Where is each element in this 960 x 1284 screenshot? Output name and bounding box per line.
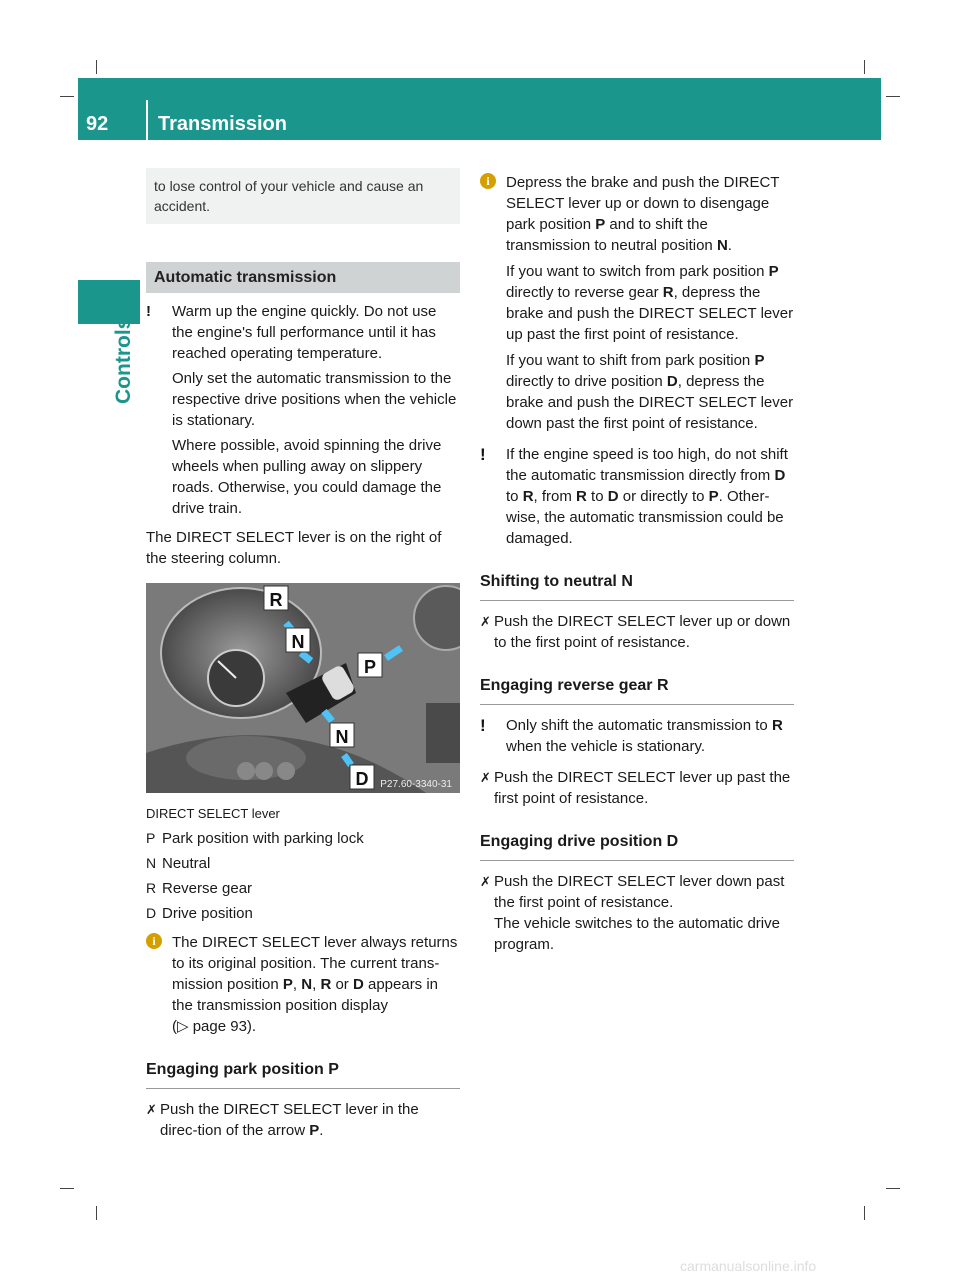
- crop-mark: [96, 60, 97, 74]
- step-arrow-icon: ✗: [146, 1102, 157, 1117]
- step-neutral: ✗ Push the DIRECT SELECT lever up or down to the first point of resistance.: [480, 613, 791, 651]
- legend-text: Drive position: [162, 905, 253, 922]
- heading-neutral: Shifting to neutral N: [480, 571, 794, 601]
- step-arrow-icon: ✗: [480, 614, 491, 629]
- crop-mark: [886, 96, 900, 97]
- watermark: carmanualsonline.info: [680, 1258, 817, 1274]
- crop-mark: [96, 1206, 97, 1220]
- warn-note: ! Only shift the automatic transmission to R when the vehicle is stationary.: [480, 716, 783, 755]
- legend-item: [146, 903, 460, 924]
- drive-note: The vehicle switches to the automatic drive program.: [494, 915, 780, 953]
- warning-text: to lose control of your vehicle and cause an accident.: [154, 178, 424, 214]
- warning-box: [146, 168, 460, 224]
- info-icon: i: [480, 173, 496, 189]
- crop-mark: [60, 96, 74, 97]
- figure-code: P27.60-3340-31: [380, 779, 452, 790]
- crop-mark: [864, 1206, 865, 1220]
- legend-item: [146, 828, 460, 849]
- page-number: 92: [86, 113, 109, 135]
- step-arrow-icon: ✗: [480, 770, 491, 785]
- figure-label-n-bottom: N: [335, 727, 349, 747]
- figure-label-p: P: [363, 657, 377, 677]
- figure-label-r: R: [269, 590, 283, 610]
- figure-caption: DIRECT SELECT lever: [146, 806, 280, 821]
- legend-key: R: [146, 880, 157, 896]
- step-reverse: ✗ Push the DIRECT SELECT lever up past the first point of resistance.: [480, 769, 791, 807]
- step-park: ✗ Push the DIRECT SELECT lever in the direc-tion of the arrow P.: [146, 1101, 419, 1139]
- figure-label-d: D: [355, 769, 369, 789]
- legend-text: Reverse gear: [162, 880, 253, 897]
- page-reference[interactable]: (▷ page 93).: [172, 1018, 257, 1035]
- header-divider: [146, 100, 148, 140]
- step-drive: ✗ Push the DIRECT SELECT lever down past the first point of resistance. The vehicle switches to the automatic drive program.: [480, 873, 785, 953]
- warn-item: Warm up the engine quickly. Do not use the engine's full performance until it has reached operating temperature.: [172, 303, 437, 362]
- exclamation-icon: !: [480, 445, 486, 464]
- info-note: i The DIRECT SELECT lever always returns to its original position. The current trans-mission position P, N, R or D appears in the transmission position display (▷ page 93).: [146, 932, 460, 1037]
- heading-park: Engaging park position P: [146, 1059, 460, 1089]
- legend-key: D: [146, 905, 157, 921]
- warn-item: Where possible, avoid spinning the drive wheels when pulling away on slippery roads. Otherwise, you could damage the drive train.: [172, 437, 442, 517]
- dashboard-illustration: [146, 583, 460, 793]
- crop-mark: [886, 1188, 900, 1189]
- section-title: Automatic transmission: [146, 262, 460, 293]
- figure-label-n-top: N: [291, 632, 305, 652]
- heading-drive: Engaging drive position D: [480, 831, 794, 861]
- warn-item: Only set the automatic transmission to the respective drive positions when the vehicle is stationary.: [172, 370, 457, 429]
- legend-text: Neutral: [162, 855, 211, 872]
- legend-key: N: [146, 855, 157, 871]
- legend-text: Park position with parking lock: [162, 830, 364, 847]
- legend-key: P: [146, 830, 156, 846]
- info-note: i Depress the brake and push the DIRECT SELECT lever up or down to disengage park position P and to shift the transmission to neutral position N. If you want to switch from park position P directly to reverse gear R, depress the brake and push the DIRECT SELECT lever up past the first point of resistance. If you want to shift from park position P directly to drive position D, depress the brake and push the DIRECT SELECT lever down past the first point of resistance.: [480, 172, 794, 434]
- exclamation-icon: !: [480, 716, 486, 735]
- heading-reverse: Engaging reverse gear R: [480, 675, 794, 705]
- page-title: Transmission: [158, 113, 287, 135]
- sidebar-label: Controls: [112, 317, 135, 404]
- crop-mark: [864, 60, 865, 74]
- right-column: [480, 172, 794, 965]
- warn-note: ! If the engine speed is too high, do not shift the automatic transmission directly from D to R, from R to D or directly to P. Other-wise, the automatic transmission could be damaged.: [480, 445, 788, 547]
- exclamation-icon: !: [146, 303, 151, 320]
- legend-item: [146, 853, 460, 874]
- direct-select-figure: [146, 583, 460, 793]
- step-arrow-icon: ✗: [480, 874, 491, 889]
- intro-text: The DIRECT SELECT lever is on the right of the steering column.: [146, 529, 442, 567]
- crop-mark: [60, 1188, 74, 1189]
- left-column: [146, 168, 460, 1151]
- legend-item: [146, 878, 460, 899]
- warn-block: [146, 301, 460, 519]
- info-icon: i: [146, 933, 162, 949]
